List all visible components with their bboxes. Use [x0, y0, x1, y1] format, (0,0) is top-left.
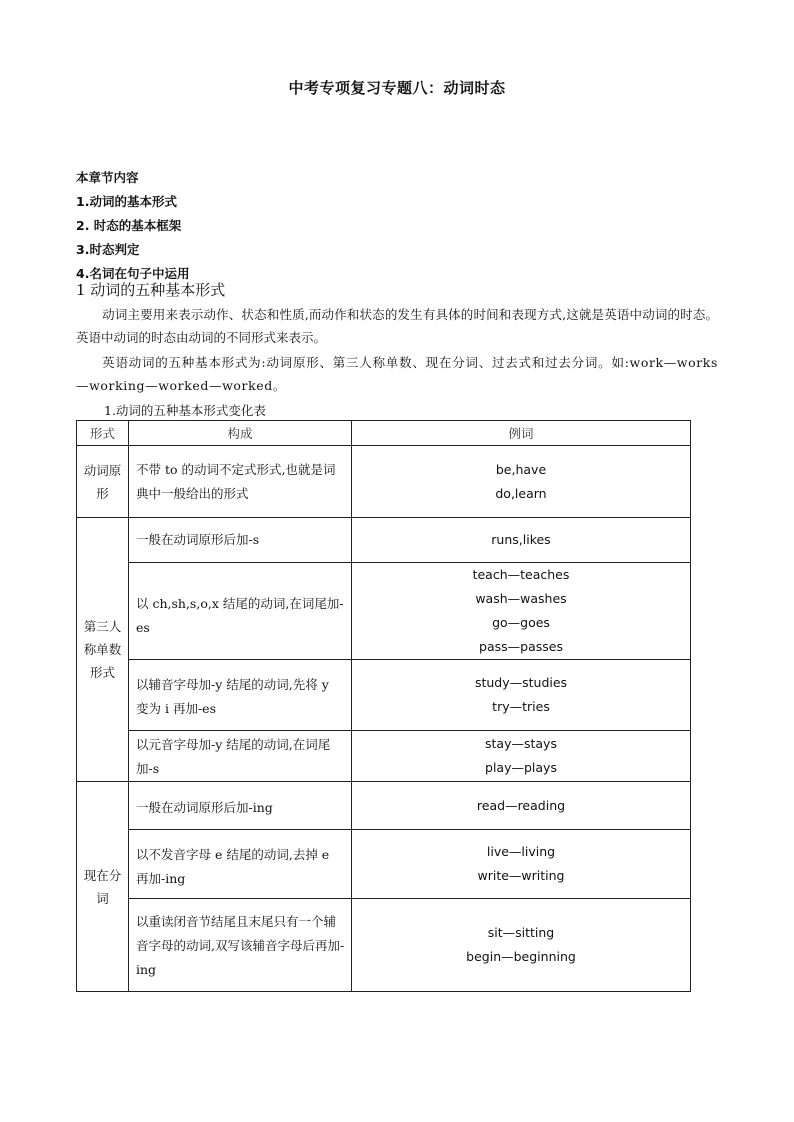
examples-cell — [352, 731, 691, 782]
example-word: read—reading — [476, 797, 566, 813]
example-word: sit—sitting — [487, 925, 555, 940]
example-word: study—studies — [474, 675, 568, 690]
section-heading: 1 动词的五种基本形式 — [76, 281, 226, 299]
example-word: do,learn — [495, 485, 547, 501]
examples-cell — [352, 899, 691, 992]
forms-paragraph — [76, 351, 718, 397]
example-word: live—living — [486, 844, 556, 859]
rule-cell — [129, 731, 352, 782]
table-row — [77, 899, 691, 992]
rule-text: 以元音字母加-y 结尾的动词,在词尾加-s — [136, 737, 331, 776]
page-title: 中考专项复习专题八：动词时态 — [288, 79, 506, 97]
table-row — [77, 563, 691, 660]
table-header-row — [77, 421, 691, 446]
example-word: stay—stays — [485, 736, 557, 751]
rule-text: 一般在动词原形后加-ing — [136, 800, 273, 815]
rule-cell — [129, 899, 352, 992]
rule-text: 不带 to 的动词不定式形式,也就是词典中一般给出的形式 — [136, 462, 336, 501]
example-word: runs,likes — [491, 532, 551, 547]
example-word: go—goes — [492, 615, 550, 630]
form-cell: 现在分词 — [77, 782, 129, 992]
verb-forms-table — [76, 420, 691, 992]
table-row — [77, 830, 691, 899]
example-word: wash—washes — [475, 591, 567, 606]
examples-cell — [352, 563, 691, 660]
header-cell-examples: 例词 — [352, 421, 691, 446]
form-cell: 第三人称单数形式 — [77, 518, 129, 782]
rule-cell — [129, 782, 352, 830]
rule-cell — [129, 563, 352, 660]
rule-cell — [129, 518, 352, 563]
header-cell-rule: 构成 — [129, 421, 352, 446]
table-row — [77, 660, 691, 731]
examples-cell — [352, 446, 691, 518]
table-caption: 1.动词的五种基本形式变化表 — [104, 403, 266, 418]
contents-item: 2. 时态的基本框架 — [76, 218, 182, 233]
examples-cell — [352, 782, 691, 830]
example-word: try—tries — [492, 699, 550, 714]
examples-cell — [352, 830, 691, 899]
table-row — [77, 446, 691, 518]
intro-paragraph — [76, 303, 718, 349]
forms-paragraph-text: 英语动词的五种基本形式为:动词原形、第三人称单数、现在分词、过去式和过去分词。如:work—works—working—worked—worked。 — [76, 355, 718, 393]
header-cell-form: 形式 — [77, 421, 129, 446]
example-word: be,have — [495, 461, 547, 477]
rule-cell — [129, 446, 352, 518]
rule-text: 一般在动词原形后加-s — [136, 532, 260, 547]
intro-paragraph-text: 动词主要用来表示动作、状态和性质,而动作和状态的发生有具体的时间和表现方式,这就是英语中动词的时态。英语中动词的时态由动词的不同形式来表示。 — [76, 307, 718, 345]
table-row — [77, 731, 691, 782]
example-word: play—plays — [485, 760, 557, 775]
example-word: pass—passes — [479, 639, 563, 654]
rule-cell — [129, 830, 352, 899]
chapter-contents — [76, 166, 189, 286]
examples-cell — [352, 518, 691, 563]
example-word: teach—teaches — [472, 567, 570, 582]
examples-cell — [352, 660, 691, 731]
rule-cell — [129, 660, 352, 731]
example-word: write—writing — [477, 868, 565, 883]
contents-item: 3.时态判定 — [76, 242, 140, 257]
form-cell: 动词原形 — [77, 446, 129, 518]
rule-text: 以不发音字母 e 结尾的动词,去掉 e 再加-ing — [136, 847, 330, 886]
contents-heading: 本章节内容 — [76, 170, 139, 185]
rule-text: 以重读闭音节结尾且末尾只有一个辅音字母的动词,双写该辅音字母后再加-ing — [136, 914, 345, 977]
contents-item: 4.名词在句子中运用 — [76, 266, 190, 281]
rule-text: 以辅音字母加-y 结尾的动词,先将 y 变为 i 再加-es — [136, 677, 329, 716]
contents-item: 1.动词的基本形式 — [76, 194, 177, 209]
table-row — [77, 518, 691, 563]
example-word: begin—beginning — [466, 949, 576, 964]
table-row — [77, 782, 691, 830]
rule-text: 以 ch,sh,s,o,x 结尾的动词,在词尾加-es — [136, 596, 344, 635]
